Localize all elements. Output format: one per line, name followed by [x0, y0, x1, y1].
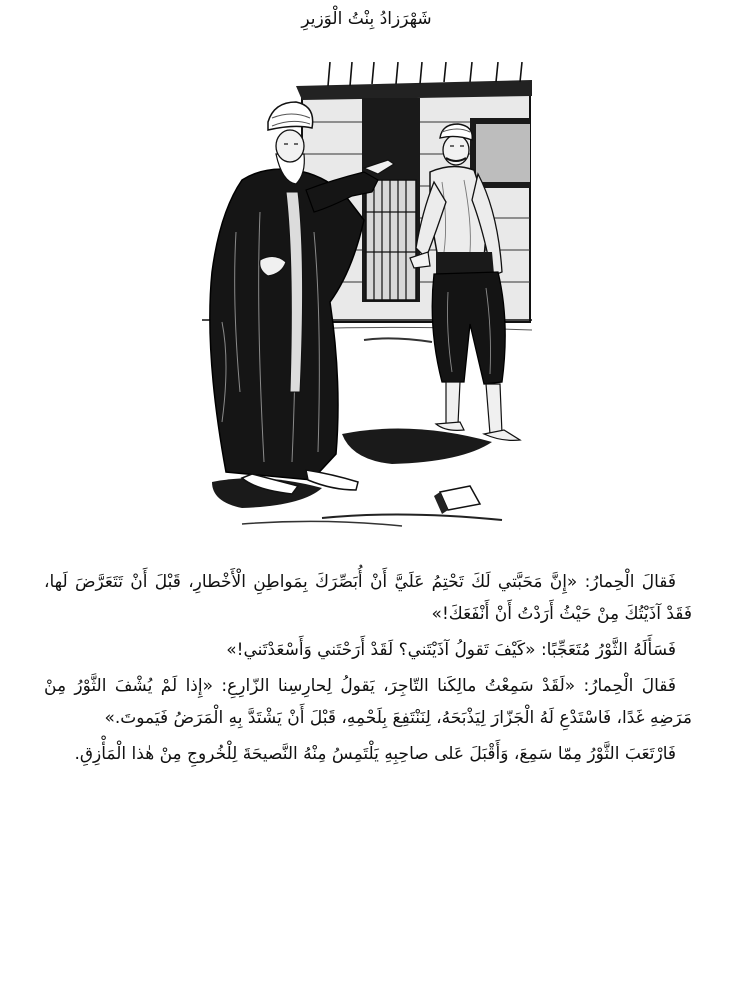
story-paragraph-1: فَقالَ الْحِمارُ: «إِنَّ مَحَبَّتي لَكَ تَحْتِمُ عَلَيَّ أَنْ أُبَصِّرَكَ بِمَواطِنِ الْأَخْطارِ، قَبْلَ أَنْ تَتَعَرَّضَ لَها، فَقَدْ آذَيْتُكَ مِنْ حَيْثُ أَرَدْتُ أَنْ أَنْفَعَكَ!» — [44, 572, 692, 624]
merchant-and-farmer-illustration-icon — [202, 62, 532, 528]
story-text — [44, 566, 692, 770]
story-paragraph-3: فَقالَ الْحِمارُ: «لَقَدْ سَمِعْتُ مالِكَنا التّاجِرَ، يَقولُ لِحارِسِنا الزّارِعِ: «إِذا لَمْ يُشْفَ الثَّوْرُ مِنْ مَرَضِهِ غَدًا، فَاسْتَدْعِ لَهُ الْجَزّارَ لِيَذْبَحَهُ، لِنَنْتَفِعَ بِلَحْمِهِ، قَبْلَ أَنْ يَشْتَدَّ بِهِ الْمَرَضُ فَيَموتَ.» — [44, 676, 692, 728]
story-illustration — [202, 62, 532, 528]
story-paragraph-2: فَسَأَلَهُ الثَّوْرُ مُتَعَجِّبًا: «كَيْفَ تَقولُ آذَيْتَني؟ لَقَدْ أَرَحْتَني وَأَسْعَدْتَني!» — [226, 640, 676, 660]
page-title: شَهْرَزادُ بِنْتُ الْوَزيرِ — [301, 9, 432, 29]
story-paragraph-4: فَارْتَعَبَ الثَّوْرُ مِمّا سَمِعَ، وَأَقْبَلَ عَلى صاحِبِهِ يَلْتَمِسُ مِنْهُ النَّصيحَةَ لِلْخُروجِ مِنْ هٰذا الْمَأْزِقِ. — [74, 744, 676, 764]
